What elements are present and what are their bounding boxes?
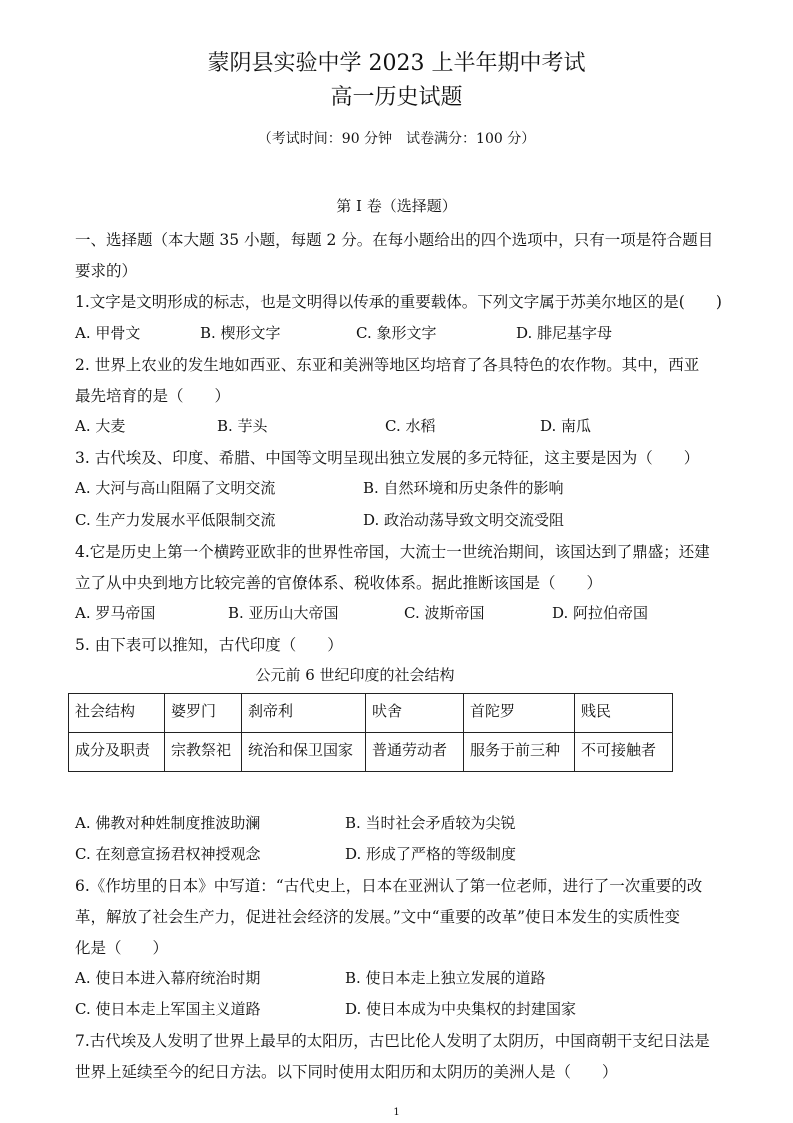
- table-cell: 贱民: [575, 694, 673, 733]
- table-cell: 社会结构: [69, 694, 165, 733]
- table-row: [69, 694, 673, 733]
- section-instruction-line2: 要求的）: [75, 262, 138, 280]
- question-3-option-d: D. 政治动荡导致文明交流受阻: [363, 511, 565, 529]
- table-cell: 刹帝利: [242, 694, 366, 733]
- question-6-stem-line2: 革，解放了社会生产力，促进社会经济的发展。”文中“重要的改革”使日本发生的实质性变: [75, 908, 681, 926]
- table-cell: 服务于前三种: [464, 733, 575, 772]
- question-6-stem-line1: 6.《作坊里的日本》中写道：“古代史上，日本在亚洲认了第一位老师，进行了一次重要的改: [75, 877, 703, 895]
- question-6-option-d: D. 使日本成为中央集权的封建国家: [345, 1000, 577, 1018]
- exam-info: （考试时间：90 分钟 试卷满分：100 分）: [257, 131, 536, 147]
- question-4-option-b: B. 亚历山大帝国: [228, 604, 339, 622]
- table-cell: 吠舍: [366, 694, 464, 733]
- page-number: 1: [393, 1107, 400, 1118]
- question-2-option-c: C. 水稻: [385, 417, 436, 435]
- question-4-option-d: D. 阿拉伯帝国: [552, 604, 649, 622]
- question-6-option-a: A. 使日本进入幕府统治时期: [75, 969, 261, 987]
- question-6-option-b: B. 使日本走上独立发展的道路: [345, 969, 546, 987]
- question-1-option-b: B. 楔形文字: [200, 324, 281, 342]
- question-5-option-d: D. 形成了严格的等级制度: [345, 845, 517, 863]
- question-1-stem: 1.文字是文明形成的标志，也是文明得以传承的重要载体。下列文字属于苏美尔地区的是( ): [75, 293, 722, 311]
- table-row: [69, 733, 673, 772]
- question-3-option-a: A. 大河与高山阻隔了文明交流: [75, 479, 276, 497]
- table-cell: 成分及职责: [69, 733, 165, 772]
- table-cell: 宗教祭祀: [165, 733, 242, 772]
- social-structure-table: [68, 693, 673, 772]
- question-7-stem-line1: 7.古代埃及人发明了世界上最早的太阳历，古巴比伦人发明了太阴历，中国商朝干支纪日法是: [75, 1032, 710, 1050]
- question-5-option-c: C. 在刻意宣扬君权神授观念: [75, 845, 261, 863]
- question-6-stem-line3: 化是（ ）: [75, 939, 169, 957]
- question-1-option-a: A. 甲骨文: [75, 324, 141, 342]
- table-caption: 公元前 6 世纪印度的社会结构: [255, 666, 455, 684]
- table-cell: 首陀罗: [464, 694, 575, 733]
- question-4-option-c: C. 波斯帝国: [404, 604, 485, 622]
- school-title: 蒙阴县实验中学 2023 上半年期中考试: [207, 51, 586, 76]
- question-2-option-d: D. 南瓜: [540, 417, 592, 435]
- question-3-option-c: C. 生产力发展水平低限制交流: [75, 511, 276, 529]
- question-4-stem-line2: 立了从中央到地方比较完善的官僚体系、税收体系。据此推断该国是（ ）: [75, 574, 603, 592]
- question-2-option-a: A. 大麦: [75, 417, 126, 435]
- table-cell: 婆罗门: [165, 694, 242, 733]
- table-cell: 统治和保卫国家: [242, 733, 366, 772]
- question-4-option-a: A. 罗马帝国: [75, 604, 156, 622]
- question-2-stem-line1: 2. 世界上农业的发生地如西亚、东亚和美洲等地区均培育了各具特色的农作物。其中，西亚: [75, 356, 700, 374]
- question-4-stem-line1: 4.它是历史上第一个横跨亚欧非的世界性帝国，大流士一世统治期间，该国达到了鼎盛；还建: [75, 543, 710, 561]
- exam-title: 高一历史试题: [330, 85, 463, 110]
- question-5-option-b: B. 当时社会矛盾较为尖锐: [345, 814, 516, 832]
- question-7-stem-line2: 世界上延续至今的纪日方法。以下同时使用太阳历和太阴历的美洲人是（ ）: [75, 1063, 618, 1081]
- table-cell: 普通劳动者: [366, 733, 464, 772]
- question-2-option-b: B. 芋头: [217, 417, 268, 435]
- question-2-stem-line2: 最先培育的是（ ）: [75, 387, 231, 405]
- table-cell: 不可接触者: [575, 733, 673, 772]
- question-1-option-d: D. 腓尼基字母: [516, 324, 613, 342]
- question-3-stem: 3. 古代埃及、印度、希腊、中国等文明呈现出独立发展的多元特征，这主要是因为（ ）: [75, 449, 700, 467]
- question-1-option-c: C. 象形文字: [356, 324, 437, 342]
- section-title: 第 I 卷（选择题）: [336, 197, 457, 215]
- question-5-stem: 5. 由下表可以推知，古代印度（ ）: [75, 636, 343, 654]
- question-6-option-c: C. 使日本走上军国主义道路: [75, 1000, 261, 1018]
- question-5-option-a: A. 佛教对种姓制度推波助澜: [75, 814, 261, 832]
- question-3-option-b: B. 自然环境和历史条件的影响: [363, 479, 564, 497]
- section-instruction-line1: 一、选择题（本大题 35 小题，每题 2 分。在每小题给出的四个选项中，只有一项是符合题目: [75, 231, 714, 249]
